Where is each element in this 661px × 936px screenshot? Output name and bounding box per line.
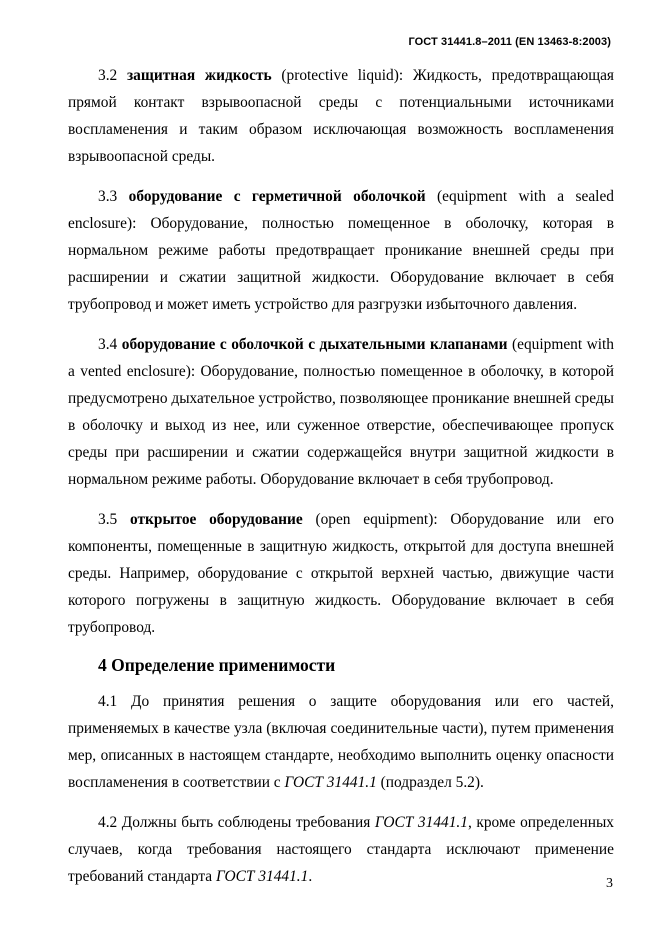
standard-reference: ГОСТ 31441.1 [284,774,377,791]
definition-3-5 [68,506,614,641]
clause-text: 4.1 До принятия решения о защите оборудования или его частей, применяемых в качестве узла (включая соединительные части), путем применения мер, описанных в настоящем стандарте, необходимо выполнить оценку опасности воспламенения в соответствии с [68,693,614,791]
document-body [68,62,614,890]
section-4-heading: 4 Определение применимости [98,655,336,675]
definition-text: (protective liquid): Жидкость, предотвращающая прямой контакт взрывоопасной среды с потенциальными источниками воспламенения и таким образом исключающая возможность воспламенения взрывоопасной среды. [68,67,614,165]
page-number: 3 [606,876,613,891]
definition-text: (equipment with a vented enclosure): Оборудование, полностью помещенное в оболочку, в которой предусмотрено дыхательное устройство, позволяющее проникание внешней среды в оболочку и выход из нее, или суженное отверстие, обеспечивающее пропуск среды при расширении и сжатии содержащейся внутри защитной жидкости в нормальном режиме работы. Оборудование включает в себя трубопровод. [68,336,614,488]
clause-text: , кроме определенных случаев, когда требования настоящего стандарта исключают применение требований стандарта [68,814,615,885]
term: оборудование с герметичной оболочкой [128,188,426,205]
term: защитная жидкость [127,67,272,84]
clause-text-tail: (подраздел 5.2). [376,774,484,791]
term: открытое оборудование [129,511,303,528]
definition-3-4 [68,331,614,493]
standard-reference: ГОСТ 31441.1 [374,814,468,831]
term: оборудование с оболочкой с дыхательными клапанами [121,336,508,353]
clause-text-tail: . [308,868,313,885]
clause-text: 4.2 Должны быть соблюдены требования [98,814,375,831]
clause-number: 3.4 [98,336,118,353]
clause-4-1 [68,688,614,796]
definition-3-2 [68,62,614,170]
document-header: ГОСТ 31441.8–2011 (EN 13463-8:2003) [408,36,611,48]
clause-4-2 [68,809,614,890]
clause-number: 3.3 [98,188,118,205]
definition-text: (equipment with a sealed enclosure): Оборудование, полностью помещенное в оболочку, которая в нормальном режиме работы предотвращает проникание внешней среды при расширении и сжатии защитной жидкости. Оборудование включает в себя трубопровод и может иметь устройство для разгрузки избыточного давления. [68,188,614,313]
definition-text: (open equipment): Оборудование или его компоненты, помещенные в защитную жидкость, открытой для доступа внешней среды. Например, оборудование с открытой верхней частью, движущие части которого погружены в защитную жидкость. Оборудование включает в себя трубопровод. [68,511,614,636]
clause-number: 3.2 [98,67,118,84]
clause-number: 3.5 [98,511,118,528]
standard-reference: ГОСТ 31441.1 [215,868,309,885]
definition-3-3 [68,183,614,318]
